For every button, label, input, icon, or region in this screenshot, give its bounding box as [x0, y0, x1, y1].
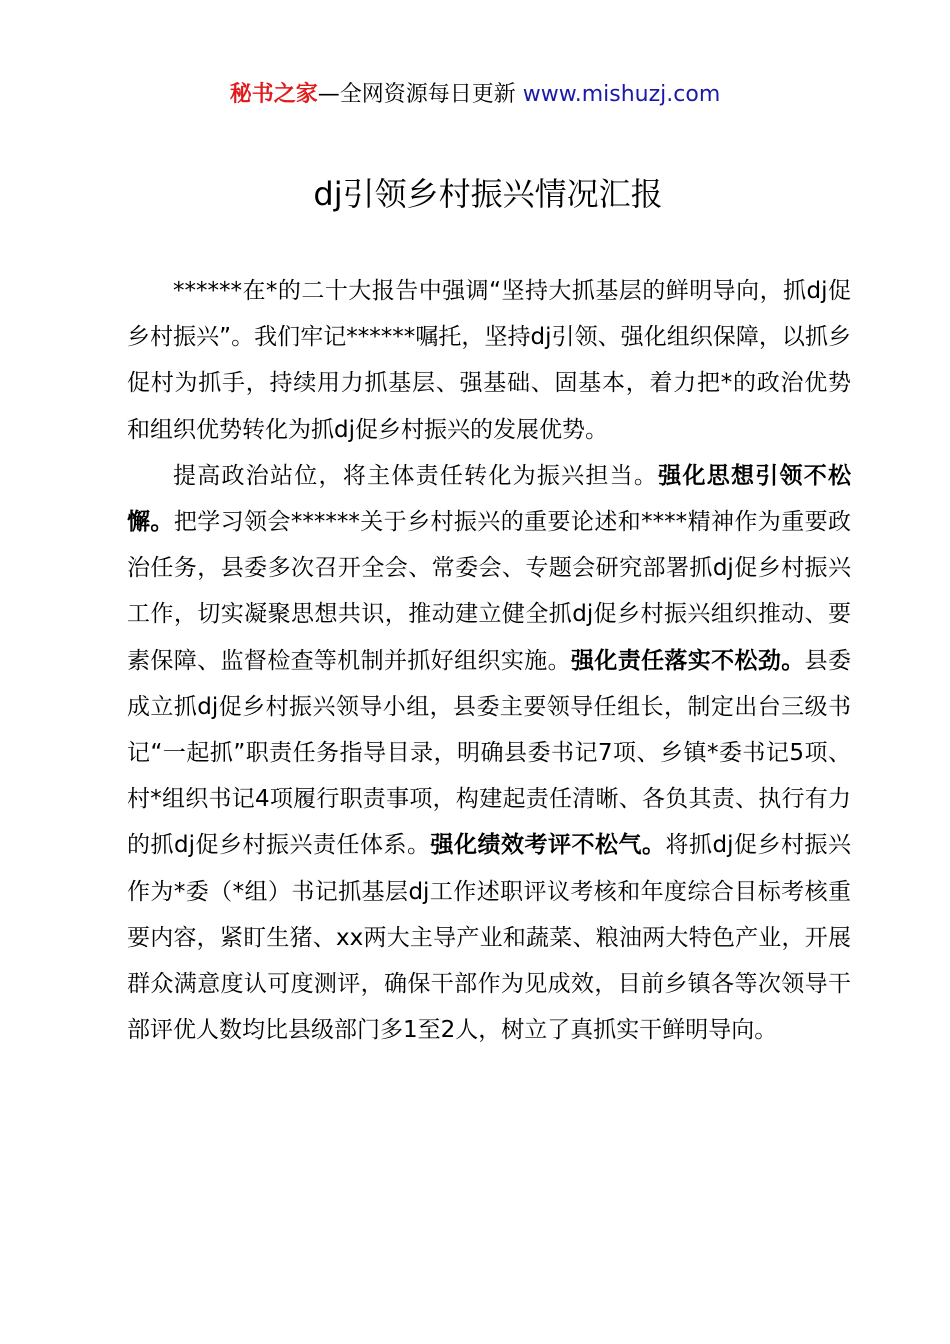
paragraph-2: [127, 453, 851, 1054]
paragraph-1: ******在*的二十大报告中强调“坚持大抓基层的鲜明导向，抓dj促乡村振兴”。我们牢记******嘱托，坚持dj引领、强化组织保障，以抓乡促村为抓手，持续用力抓基层、强基础、固基本，着力把*的政治优势和组织优势转化为抓dj促乡村振兴的发展优势。: [127, 278, 851, 443]
site-tagline: —全网资源每日更新: [317, 82, 523, 107]
bold-heading-performance: 强化绩效考评不松气。: [430, 832, 666, 859]
bold-heading-responsibility: 强化责任落实不松劲。: [570, 647, 805, 674]
paragraph-2-text-3: 将抓dj促乡村振兴作为*委（*组）书记抓基层dj工作述职评议考核和年度综合目标考核重要内容，紧盯生猪、xx两大主导产业和蔬菜、粮油两大特色产业，开展群众满意度认可度测评，确保干部作为见成效，目前乡镇各等次领导干部评优人数均比县级部门多1至2人，树立了真抓实干鲜明导向。: [127, 832, 851, 1044]
document-body: [127, 268, 851, 1053]
bold-heading-ideology: 强化思想引领不松懈。: [127, 462, 852, 536]
paragraph-2-text-2: 县委成立抓dj促乡村振兴领导小组，县委主要领导任组长，制定出台三级书记“一起抓”职责任务指导目录，明确县委书记7项、乡镇*委书记5项、村*组织书记4项履行职责事项，构建起责任清晰、各负其责、执行有力的抓dj促乡村振兴责任体系。: [127, 647, 852, 859]
paragraph-2-intro: 提高政治站位，将主体责任转化为振兴担当。: [173, 462, 659, 489]
site-url-link[interactable]: www.mishuzj.com: [522, 82, 721, 107]
site-brand: 秘书之家: [229, 82, 318, 107]
document-title: dj引领乡村振兴情况汇报: [313, 175, 663, 213]
site-header: [0, 80, 950, 110]
paragraph-2-text-1: 把学习领会******关于乡村振兴的重要论述和****精神作为重要政治任务，县委多次召开全会、常委会、专题会研究部署抓dj促乡村振兴工作，切实凝聚思想共识，推动建立健全抓dj促乡村振兴组织推动、要素保障、监督检查等机制并抓好组织实施。: [127, 509, 852, 674]
